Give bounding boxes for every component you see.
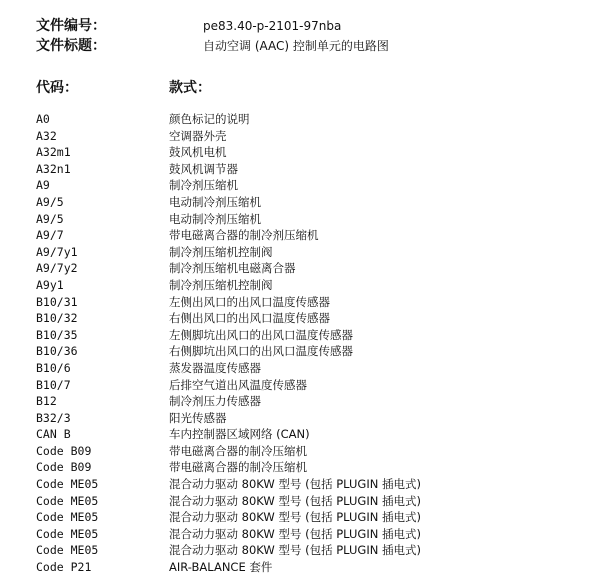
item-description: 车内控制器区域网络 (CAN): [169, 427, 310, 442]
item-code: Code B09: [36, 443, 92, 458]
item-description: 混合动力驱动 80KW 型号 (包括 PLUGIN 插电式): [169, 510, 421, 525]
file-title-value: 自动空调 (AAC) 控制单元的电路图: [203, 39, 389, 53]
list-item: [0, 111, 602, 128]
file-title-label: 文件标题：: [36, 38, 106, 54]
item-description: 混合动力驱动 80KW 型号 (包括 PLUGIN 插电式): [169, 543, 421, 558]
list-item: [0, 177, 602, 194]
list-item: [0, 194, 602, 211]
list-item: [0, 144, 602, 161]
item-code: Code B09: [36, 460, 92, 475]
item-description: 制冷剂压缩机控制阀: [169, 277, 273, 292]
list-item: [0, 277, 602, 294]
list-item: [0, 128, 602, 145]
item-description: 右侧脚坑出风口的出风口温度传感器: [169, 344, 353, 359]
item-description: 带电磁离合器的制冷压缩机: [169, 460, 307, 475]
item-description: 后排空气道出风温度传感器: [169, 377, 307, 392]
list-item: [0, 526, 602, 543]
item-code: B10/35: [36, 327, 78, 342]
item-code: Code ME05: [36, 526, 99, 541]
list-item: [0, 459, 602, 476]
item-code: A32m1: [36, 145, 71, 160]
item-code: B10/7: [36, 377, 71, 392]
list-item: [0, 493, 602, 510]
list-item: [0, 509, 602, 526]
item-code: Code ME05: [36, 543, 99, 558]
item-code: A9/5: [36, 211, 64, 226]
item-description: 混合动力驱动 80KW 型号 (包括 PLUGIN 插电式): [169, 526, 421, 541]
item-code: Code ME05: [36, 493, 99, 508]
code-column-header: 代码：: [36, 80, 78, 96]
item-code: A9y1: [36, 277, 64, 292]
item-description: 左侧出风口的出风口温度传感器: [169, 294, 330, 309]
item-code: A9: [36, 178, 50, 193]
list-item: [0, 343, 602, 360]
item-code: A9/7y1: [36, 244, 78, 259]
item-description: 空调器外壳: [169, 128, 227, 143]
item-description: 制冷剂压缩机控制阀: [169, 244, 273, 259]
code-list: [0, 111, 602, 576]
item-description: 制冷剂压缩机: [169, 178, 238, 193]
list-item: [0, 393, 602, 410]
model-column-header: 款式：: [169, 80, 211, 96]
item-description: 颜色标记的说明: [169, 112, 250, 126]
item-code: B10/6: [36, 360, 71, 375]
item-code: Code ME05: [36, 510, 99, 525]
item-description: 阳光传感器: [169, 410, 227, 425]
item-description: 制冷剂压缩机电磁离合器: [169, 261, 296, 276]
list-item: [0, 476, 602, 493]
item-description: 混合动力驱动 80KW 型号 (包括 PLUGIN 插电式): [169, 477, 421, 492]
item-description: 鼓风机调节器: [169, 161, 238, 176]
item-description: AIR-BALANCE 套件: [169, 560, 273, 575]
item-code: B10/32: [36, 311, 78, 326]
list-item: [0, 294, 602, 311]
list-item: [0, 360, 602, 377]
item-code: Code P21: [36, 560, 92, 575]
item-code: B10/31: [36, 294, 78, 309]
item-description: 鼓风机电机: [169, 145, 227, 160]
item-code: B32/3: [36, 410, 71, 425]
file-number-label: 文件编号：: [36, 18, 106, 34]
item-code: A32n1: [36, 161, 71, 176]
item-description: 带电磁离合器的制冷压缩机: [169, 443, 307, 458]
item-description: 电动制冷剂压缩机: [169, 194, 261, 209]
list-item: [0, 161, 602, 178]
item-code: B10/36: [36, 344, 78, 359]
list-item: [0, 260, 602, 277]
list-item: [0, 227, 602, 244]
list-item: [0, 244, 602, 261]
item-description: 右侧出风口的出风口温度传感器: [169, 311, 330, 326]
item-description: 制冷剂压力传感器: [169, 394, 261, 409]
list-item: [0, 426, 602, 443]
item-code: A0: [36, 112, 50, 126]
item-description: 混合动力驱动 80KW 型号 (包括 PLUGIN 插电式): [169, 493, 421, 508]
item-code: Code ME05: [36, 477, 99, 492]
list-item: [0, 327, 602, 344]
item-code: A9/5: [36, 194, 64, 209]
list-item: [0, 559, 602, 576]
item-description: 带电磁离合器的制冷剂压缩机: [169, 228, 319, 243]
item-code: A9/7: [36, 228, 64, 243]
item-description: 蒸发器温度传感器: [169, 360, 261, 375]
list-item: [0, 410, 602, 427]
item-code: CAN B: [36, 427, 71, 442]
list-item: [0, 443, 602, 460]
item-code: B12: [36, 394, 57, 409]
list-item: [0, 310, 602, 327]
item-description: 电动制冷剂压缩机: [169, 211, 261, 226]
list-item: [0, 377, 602, 394]
item-code: A9/7y2: [36, 261, 78, 276]
list-item: [0, 542, 602, 559]
list-item: [0, 211, 602, 228]
item-description: 左侧脚坑出风口的出风口温度传感器: [169, 327, 353, 342]
file-number-value: pe83.40-p-2101-97nba: [203, 19, 342, 33]
item-code: A32: [36, 128, 57, 143]
